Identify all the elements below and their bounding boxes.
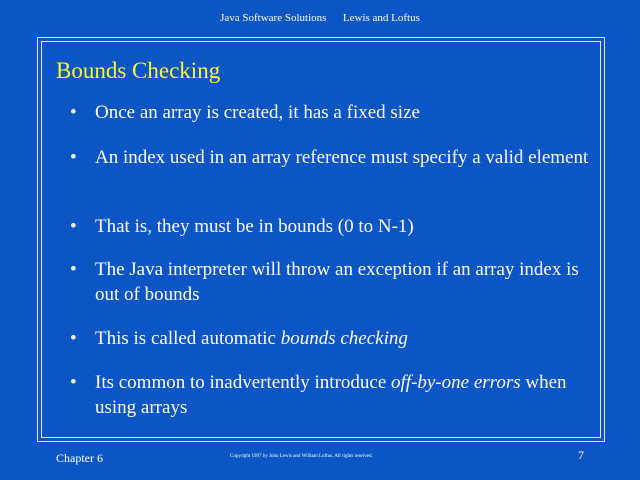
- bullet-text-plain: This is called automatic: [95, 328, 281, 349]
- bullet-item: [70, 370, 590, 420]
- footer-copyright: Copyright 1997 by John Lewis and William Loftus. All rights reserved.: [230, 454, 373, 459]
- bullet-item: [70, 257, 590, 307]
- bullet-item: [70, 326, 590, 351]
- bullet-text: Once an array is created, it has a fixed size: [95, 102, 420, 123]
- bullet-icon: •: [70, 102, 77, 123]
- bullet-text-plain: Its common to inadvertently introduce: [95, 372, 392, 393]
- bullet-text: [95, 370, 590, 420]
- bullet-icon: •: [70, 328, 77, 349]
- bullet-text: That is, they must be in bounds (0 to N-1): [95, 216, 414, 237]
- bullet-text-emphasis: bounds checking: [280, 328, 408, 349]
- page-number: 7: [578, 448, 584, 462]
- slide-title: Bounds Checking: [56, 58, 221, 83]
- bullet-icon: •: [70, 372, 77, 393]
- bullet-item: [70, 214, 590, 239]
- bullet-icon: •: [70, 259, 77, 280]
- footer-chapter: Chapter 6: [56, 451, 103, 465]
- bullet-icon: •: [70, 147, 77, 168]
- bullet-text: An index used in an array reference must specify a valid element: [95, 147, 589, 168]
- bullet-text: [95, 326, 590, 351]
- bullet-text: The Java interpreter will throw an exception if an array index is out of bounds: [95, 259, 579, 305]
- bullet-text-emphasis: off-by-one errors: [391, 372, 521, 393]
- slide-header: Java Software Solutions Lewis and Loftus: [220, 12, 420, 24]
- bullet-item: [70, 145, 590, 170]
- bullet-icon: •: [70, 216, 77, 237]
- bullet-item: [70, 100, 590, 125]
- bullet-text-plain: when using arrays: [95, 372, 567, 418]
